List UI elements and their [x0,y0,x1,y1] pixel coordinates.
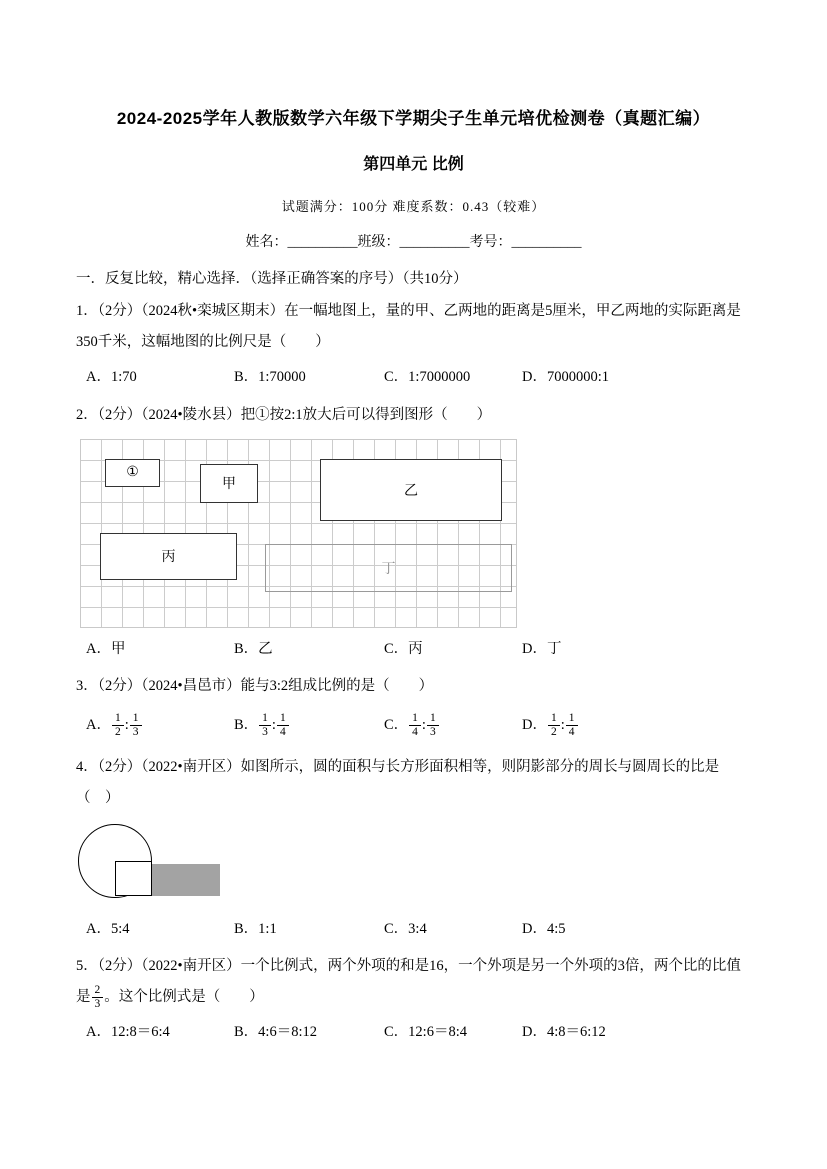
question-3-text: 3．（2分）（2024•昌邑市）能与3:2组成比例的是（ ） [76,677,434,694]
option-letter: D． [522,717,547,734]
option-a: A．甲 [86,640,126,657]
figure-shape-original [105,459,160,487]
fraction: $\frac{2}{3}$ [92,984,104,1011]
option-letter: A． [86,717,111,734]
question-2-options [76,638,751,661]
option-letter: C． [384,717,409,734]
figure-label-jia: 甲 [222,477,236,493]
option-a: A．1:70 [86,369,137,386]
figure-shape-jia [200,464,258,503]
option-c: C．1:7000000 [384,369,471,386]
fraction: $\frac{1}{2}$ [112,712,124,739]
figure-shape-bing [100,533,237,580]
option-c: C．3:4 [384,920,427,937]
fraction: $\frac{1}{4}$ [566,712,578,739]
option-c: C．12:6＝8:4 [384,1024,467,1041]
question-1-text: 1．（2分）（2024秋•栾城区期末）在一幅地图上，量的甲、乙两地的距离是5厘米，甲乙两地的实际距离是350千米，这幅地图的比例尺是（ ） [76,303,741,351]
section-heading: 一．反复比较，精心选择．（选择正确答案的序号）（共10分） [76,271,468,287]
option-b [234,712,384,739]
ratio-colon: : [421,717,426,734]
ratio-colon: : [560,717,565,734]
question-5-options [76,1021,751,1044]
shaded-rectangle [152,864,220,896]
option-b: B．1:1 [234,920,277,937]
fraction: $\frac{1}{3}$ [427,712,439,739]
circle-rectangle-figure [78,824,308,906]
fraction: $\frac{1}{4}$ [409,712,421,739]
ratio-colon: : [271,717,276,734]
option-b: B．1:70000 [234,369,306,386]
option-d [522,712,751,739]
figure-shape-ding [265,544,512,592]
fraction: $\frac{1}{2}$ [548,712,560,739]
figure-label-yi: 乙 [404,483,418,499]
option-d: D．丁 [522,640,562,657]
option-a [86,712,234,739]
question-1-options [76,366,751,389]
page-title: 2024-2025学年人教版数学六年级下学期尖子生单元培优检测卷（真题汇编） [116,109,711,128]
option-d: D．4:5 [522,920,566,937]
option-letter: B． [234,717,259,734]
question-1 [76,296,751,390]
question-5-text-before: 5．（2分）（2022•南开区）一个比例式，两个外项的和是16，一个外项是另一个外项的3倍，两个比的比值是 [76,958,741,1006]
option-c [384,712,522,739]
figure-label-original: ① [126,465,139,481]
figure-label-ding: 丁 [381,561,396,577]
figure-label-bing: 丙 [161,550,176,566]
question-3-options [76,712,751,739]
option-b: B．乙 [234,640,273,657]
figure-shape-yi [320,459,502,521]
page-subtitle: 第四单元 比例 [363,156,464,173]
question-4-options [76,918,751,941]
question-2 [76,400,751,661]
question-4-text: 4．（2分）（2022•南开区）如图所示，圆的面积与长方形面积相等，则阴影部分的周长与圆周长的比是（ ） [76,758,720,806]
question-5-text [76,951,751,1013]
option-a: A．12:8＝6:4 [86,1024,170,1041]
option-d: D．7000000:1 [522,369,609,386]
fraction: $\frac{1}{3}$ [259,712,271,739]
exam-meta: 试题满分：100分 难度系数：0.43（较难） [281,199,546,214]
fraction: $\frac{1}{4}$ [277,712,289,739]
option-a: A．5:4 [86,920,130,937]
student-info-line: 姓名：__________班级：__________考号：__________ [245,235,582,250]
option-b: B．4:6＝8:12 [234,1024,317,1041]
question-5 [76,951,751,1045]
question-3 [76,671,751,740]
question-2-text: 2．（2分）（2024•陵水县）把①按2:1放大后可以得到图形（ ） [76,406,492,423]
fraction: $\frac{1}{3}$ [130,712,142,739]
ratio-colon: : [124,717,129,734]
grid-figure [80,439,517,628]
question-5-text-after: 。这个比例式是（ ） [104,989,264,1006]
square-shape [115,861,152,896]
question-4 [76,752,751,942]
option-d: D．4:8＝6:12 [522,1024,606,1041]
option-c: C．丙 [384,640,423,657]
